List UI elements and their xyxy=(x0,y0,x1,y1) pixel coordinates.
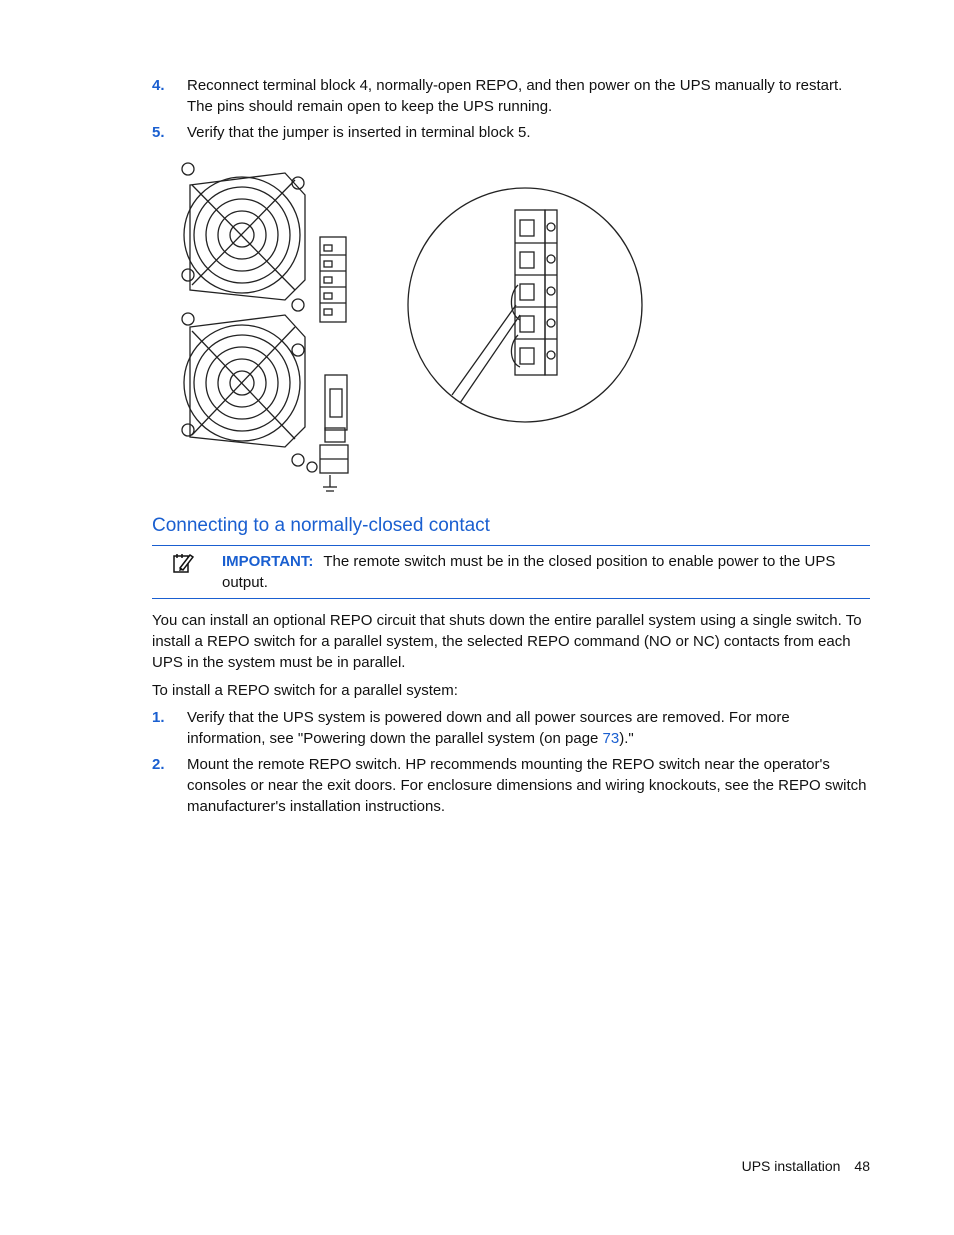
detail-zoom-circle xyxy=(408,188,642,422)
step-number: 5. xyxy=(152,124,165,141)
section-heading: Connecting to a normally-closed contact xyxy=(152,515,490,536)
upper-fan xyxy=(182,163,305,311)
step-number: 2. xyxy=(152,756,165,773)
step-number: 1. xyxy=(152,709,165,726)
step-text-before: Verify that the UPS system is powered down and all power sources are removed. For more information, see "Powering down the parallel system (on page xyxy=(187,709,790,747)
important-note xyxy=(152,545,870,599)
terminal-block-lower xyxy=(307,428,348,491)
terminal-block-illustration xyxy=(170,155,650,495)
lower-fan xyxy=(182,313,305,466)
step-text: Verify that the jumper is inserted in terminal block 5. xyxy=(187,124,531,141)
body-paragraph: You can install an optional REPO circuit that shuts down the entire parallel system using a single switch. To install a REPO switch for a parallel system, the selected REPO command (NO or NC) contacts from each UPS in the system must be in parallel. xyxy=(152,612,862,671)
footer-section: UPS installation xyxy=(741,1158,841,1174)
step-text: Mount the remote REPO switch. HP recommends mounting the REPO switch near the operator's consoles or near the exit doors. For enclosure dimensions and wiring knockouts, see the REPO switch manufacturer's installation instructions. xyxy=(187,756,867,815)
switch-toggle xyxy=(330,389,342,417)
terminal-block-upper xyxy=(320,237,346,322)
step-text xyxy=(187,707,870,749)
page-footer xyxy=(742,1158,870,1174)
important-pencil-icon xyxy=(172,552,194,574)
note-label: IMPORTANT: xyxy=(222,553,314,570)
step-text-after: )." xyxy=(619,730,634,747)
procedure-intro: To install a REPO switch for a parallel system: xyxy=(152,682,458,699)
switch-housing xyxy=(325,375,347,430)
step-text: Reconnect terminal block 4, normally-open REPO, and then power on the UPS manually to restart. The pins should remain open to keep the UPS running. xyxy=(187,77,843,115)
note-text: The remote switch must be in the closed position to enable power to the UPS output. xyxy=(222,553,836,591)
page-link[interactable]: 73 xyxy=(602,730,620,747)
note-body xyxy=(222,551,870,593)
page-number: 48 xyxy=(854,1158,870,1174)
step-number: 4. xyxy=(152,77,165,94)
